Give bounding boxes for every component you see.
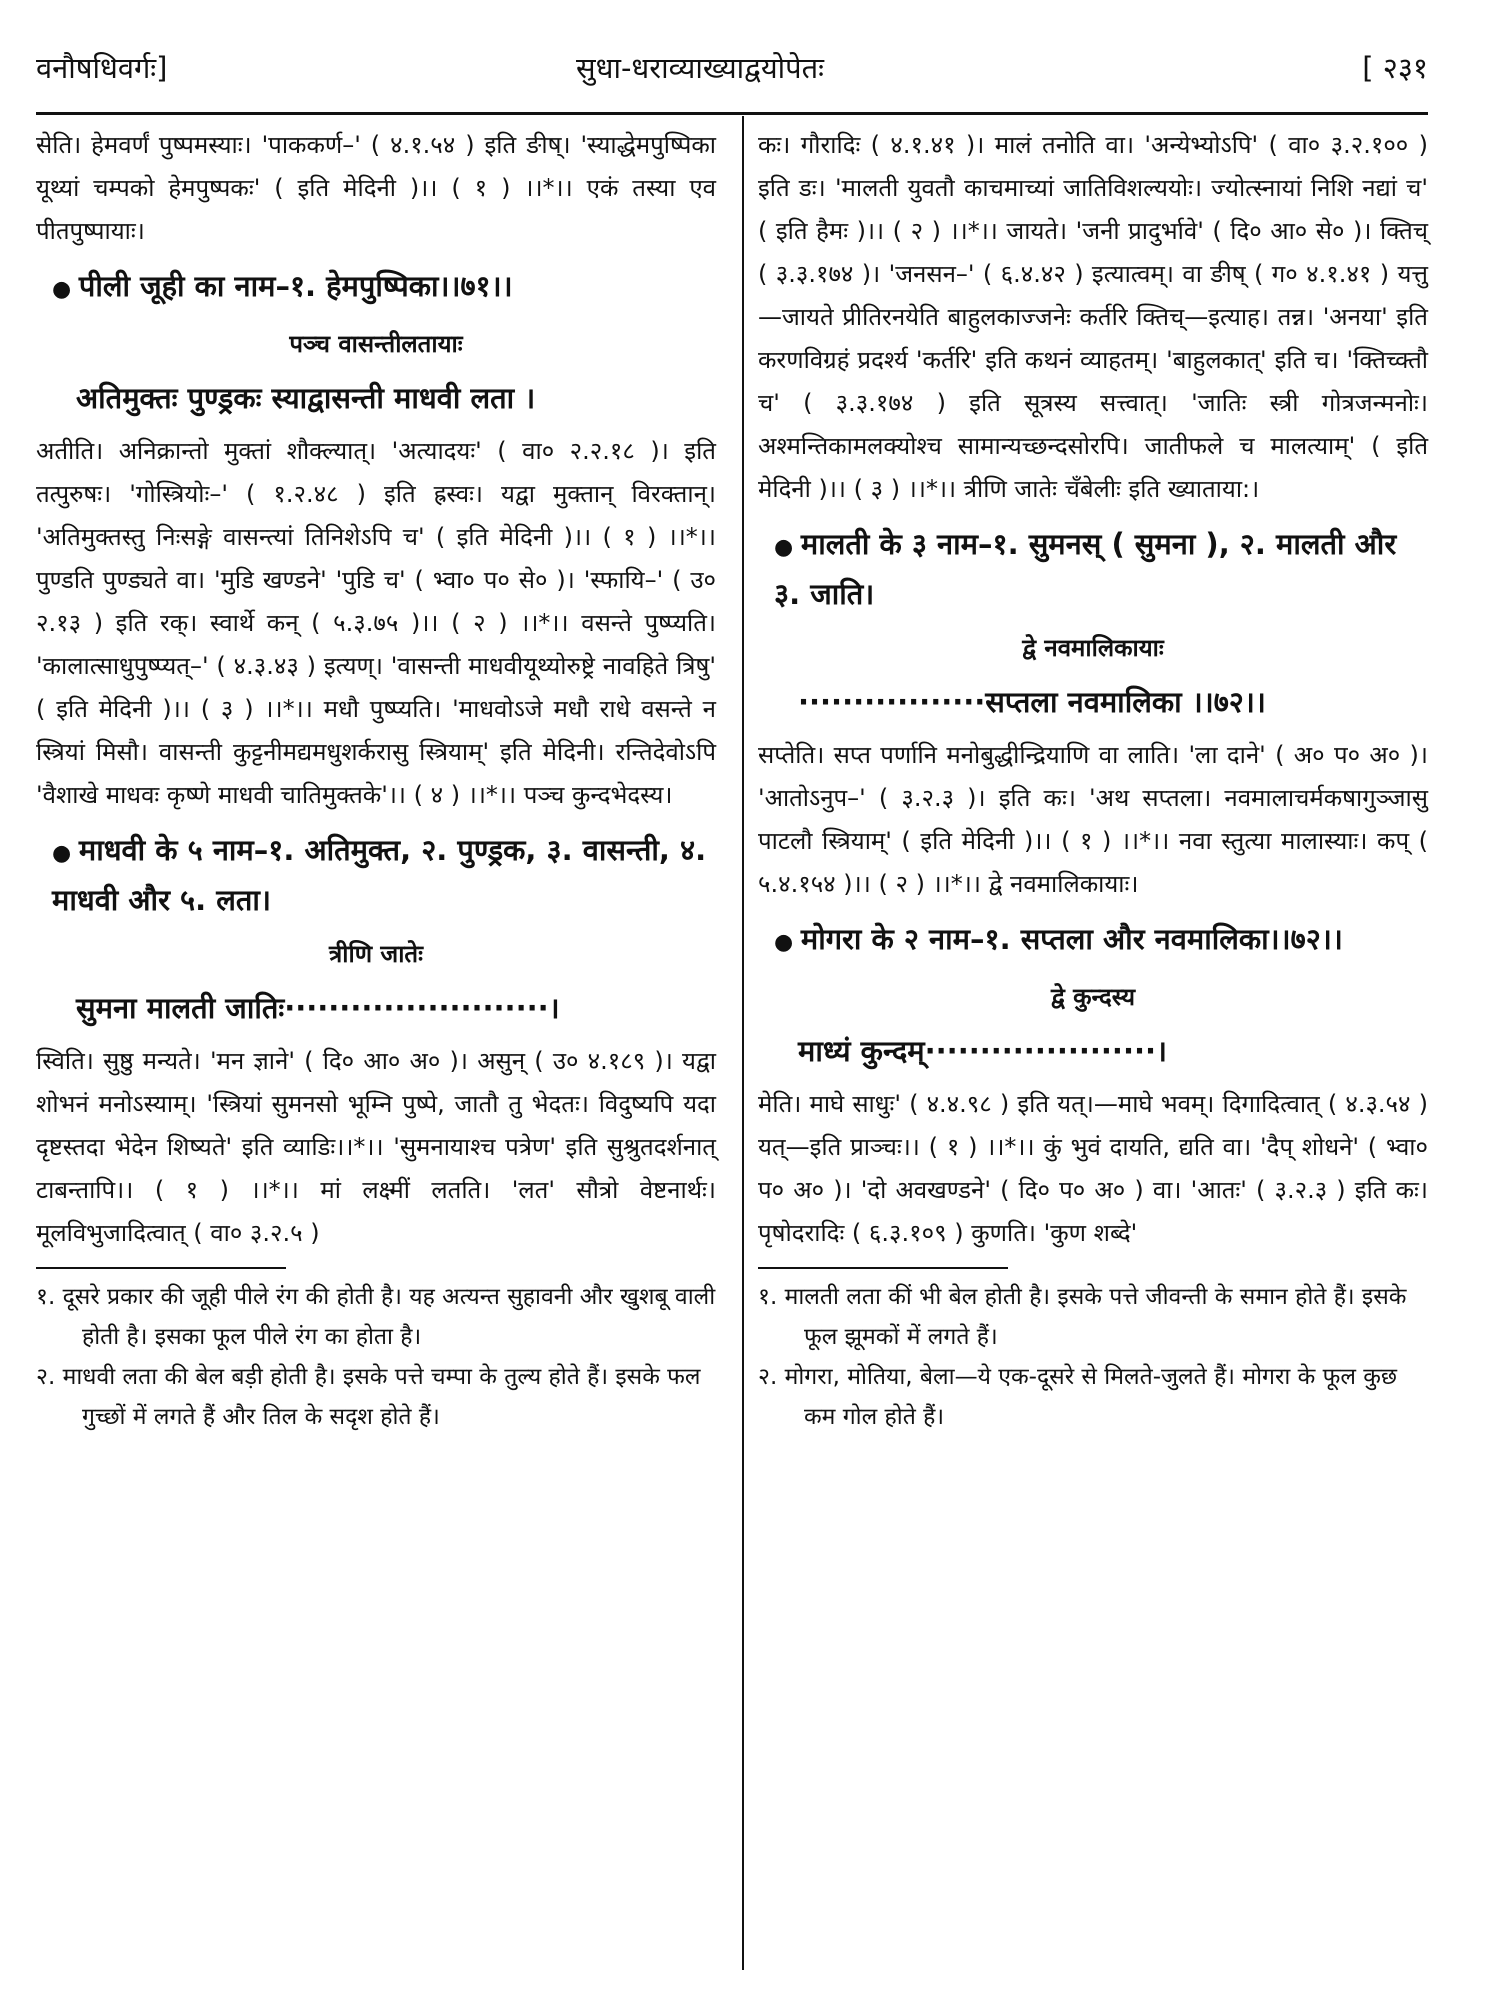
commentary-paragraph: स्विति। सुष्ठु मन्यते। 'मन ज्ञाने' ( दि० आ० अ० )। असुन् ( उ० ४.१८९ )। यद्वा शोभनं मनोऽस्याम्। 'स्त्रियां सुमनसो भूम्नि पुष्पे, जातौ तु भेदतः। विदुष्यपि यदा दृष्टस्तदा भेदेन शिष्यते' इति व्याडिः।।*।। 'सुमनायाश्च पत्रेण' इति सुश्रुतदर्शनात् टाबन्तापि।। ( १ ) ।।*।। मां लक्ष्मीं लतति। 'लत' सौत्रो वेष्टनार्थः। मूलविभुजादित्वात् ( वा० ३.२.५ )	[36, 1047, 716, 1247]
hindi-name-heading: ● मोगरा के २ नाम–१. सप्तला और नवमालिका।।७२।।	[774, 916, 1428, 966]
hindi-name-heading: ● माधवी के ५ नाम–१. अतिमुक्त, २. पुण्ड्रक, ३. वासन्ती, ४. माधवी और ५. लता।	[52, 827, 716, 923]
footnote: २. माधवी लता की बेल बड़ी होती है। इसके पत्ते चम्पा के तुल्य होते हैं। इसके फल गुच्छों में लगते हैं और तिल के सदृश होते हैं।	[36, 1364, 701, 1430]
footnote: २. मोगरा, मोतिया, बेला—ये एक-दूसरे से मिलते-जुलते हैं। मोगरा के फूल कुछ कम गोल होते हैं।	[758, 1364, 1398, 1430]
commentary-paragraph: अतीति। अनिक्रान्तो मुक्तां शौक्ल्यात्। 'अत्यादयः' ( वा० २.२.१८ )। इति तत्पुरुषः। 'गोस्त्रियोः–' ( १.२.४८ ) इति ह्रस्वः। यद्वा मुक्तान् विरक्तान्। 'अतिमुक्तस्तु निःसङ्गे वासन्त्यां तिनिशेऽपि च' ( इति मेदिनी )।। ( १ ) ।।*।। पुण्डति पुण्ड्यते वा। 'मुडि खण्डने' 'पुडि च' ( भ्वा० प० से० )। 'स्फायि–' ( उ० २.१३ ) इति रक्। स्वार्थे कन् ( ५.३.७५ )।। ( २ ) ।।*।। वसन्ते पुष्प्यति। 'कालात्साधुपुष्प्यत्–' ( ४.३.४३ ) इत्यण्। 'वासन्ती माधवीयूथ्योरुष्ट्रे नावहिते त्रिषु' ( इति मेदिनी )।। ( ३ ) ।।*।। मधौ पुष्प्यति। 'माधवोऽजे मधौ राधे वसन्ते न स्त्रियां मिसौ। वासन्ती कुट्टनीमद्यमधुशर्करासु स्त्रियाम्' इति मेदिनी। रन्तिदेवोऽपि 'वैशाखे माधवः कृष्णे माधवी चातिमुक्तके'।। ( ४ ) ।।*।। पञ्च कुन्दभेदस्य।	[36, 437, 716, 809]
hindi-name-heading: ● मालती के ३ नाम–१. सुमनस् ( सुमना ), २. मालती और ३. जाति।	[774, 521, 1428, 617]
sub-heading: त्रीणि जातेः	[329, 940, 423, 968]
page-number: [ २३१	[1362, 51, 1428, 85]
book-page	[36, 30, 1428, 1970]
verse-line: अतिमुक्तः पुण्ड्रकः स्याद्वासन्ती माधवी लता ।	[76, 381, 536, 415]
verse-line: सुमना मालती जातिः························।	[76, 991, 560, 1025]
section-title: वनौषधिवर्गः]	[36, 51, 168, 85]
footnote: १. मालती लता कीं भी बेल होती है। इसके पत्ते जीवन्ती के समान होते हैं। इसके फूल झूमकों में लगते हैं।	[758, 1284, 1407, 1350]
book-title: सुधा-धराव्याख्याद्वयोपेतः	[576, 51, 825, 85]
commentary-paragraph: कः। गौरादिः ( ४.१.४१ )। मालं तनोति वा। 'अन्येभ्योऽपि' ( वा० ३.२.१०० ) इति डः। 'मालती युवतौ काचमाच्यां जातिविशल्ययोः। ज्योत्स्नायां निशि नद्यां च' ( इति हैमः )।। ( २ ) ।।*।। जायते। 'जनी प्रादुर्भावे' ( दि० आ० से० )। क्तिच् ( ३.३.१७४ )। 'जनसन–' ( ६.४.४२ ) इत्यात्वम्। वा ङीष् ( ग० ४.१.४१ ) यत्तु—जायते प्रीतिरनयेति बाहुलकाज्जनेः कर्तरि क्तिच्—इत्याह। तन्न। 'अनया' इति करणविग्रहं प्रदर्श्य 'कर्तरि' इति कथनं व्याहतम्। 'बाहुलकात्' इति च। 'क्तिच्क्तौ च' ( ३.३.१७४ ) इति सूत्रस्य सत्त्वात्। 'जातिः स्त्री गोत्रजन्मनोः। अश्मन्तिकामलक्योश्च सामान्यच्छन्दसोरपि। जातीफले च मालत्याम्' ( इति मेदिनी )।। ( ३ ) ।।*।। त्रीणि जातेः चँबेलीः इति ख्याताया:।	[758, 131, 1428, 503]
commentary-paragraph: मेति। माघे साधुः' ( ४.४.९८ ) इति यत्।—माघे भवम्। दिगादित्वात् ( ४.३.५४ ) यत्—इति प्राञ्चः।। ( १ ) ।।*।। कुं भुवं दायति, द्यति वा। 'दैप् शोधने' ( भ्वा० प० अ० )। 'दो अवखण्डने' ( दि० प० अ० ) वा। 'आतः' ( ३.२.३ ) इति कः। पृषोदरादिः ( ६.३.१०९ ) कुणति। 'कुण शब्दे'	[758, 1090, 1428, 1247]
footnote: १. दूसरे प्रकार की जूही पीले रंग की होती है। यह अत्यन्त सुहावनी और खुशबू वाली होती है। इसका फूल पीले रंग का होता है।	[36, 1284, 716, 1350]
hindi-name-heading: ● पीली जूही का नाम–१. हेमपुष्पिका।।७१।।	[52, 263, 716, 313]
sub-heading: द्वे नवमालिकायाः	[1022, 634, 1164, 662]
verse-line: ·················सप्तला नवमालिका ।।७२।।	[798, 685, 1266, 719]
footnote-rule	[36, 1267, 286, 1269]
commentary-paragraph: सप्तेति। सप्त पर्णानि मनोबुद्धीन्द्रियाणि वा लाति। 'ला दाने' ( अ० प० अ० )। 'आतोऽनुप–' ( ३.२.३ )। इति कः। 'अथ सप्तला। नवमालाचर्मकषागुञ्जासु पाटलौ स्त्रियाम्' ( इति मेदिनी )।। ( १ ) ।।*।। नवा स्तुत्या मालास्याः। कप् ( ५.४.१५४ )।। ( २ ) ।।*।। द्वे नवमालिकायाः।	[758, 741, 1428, 898]
verse-line: माध्यं कुन्दम्·····················।	[798, 1034, 1167, 1068]
running-header	[36, 38, 1428, 94]
sub-heading: पञ्च वासन्तीलतायाः	[289, 330, 463, 358]
column-divider	[742, 116, 744, 1970]
footnote-rule	[758, 1267, 1008, 1269]
sub-heading: द्वे कुन्दस्य	[1050, 983, 1135, 1011]
right-column	[758, 124, 1428, 1437]
left-column	[36, 124, 716, 1437]
header-rule	[36, 112, 1428, 115]
commentary-paragraph: सेति। हेमवर्णं पुष्पमस्याः। 'पाककर्ण–' ( ४.१.५४ ) इति ङीष्। 'स्याद्धेमपुष्पिका यूथ्यां चम्पको हेमपुष्पकः' ( इति मेदिनी )।। ( १ ) ।।*।। एकं तस्या एव पीतपुष्पायाः।	[36, 131, 716, 245]
